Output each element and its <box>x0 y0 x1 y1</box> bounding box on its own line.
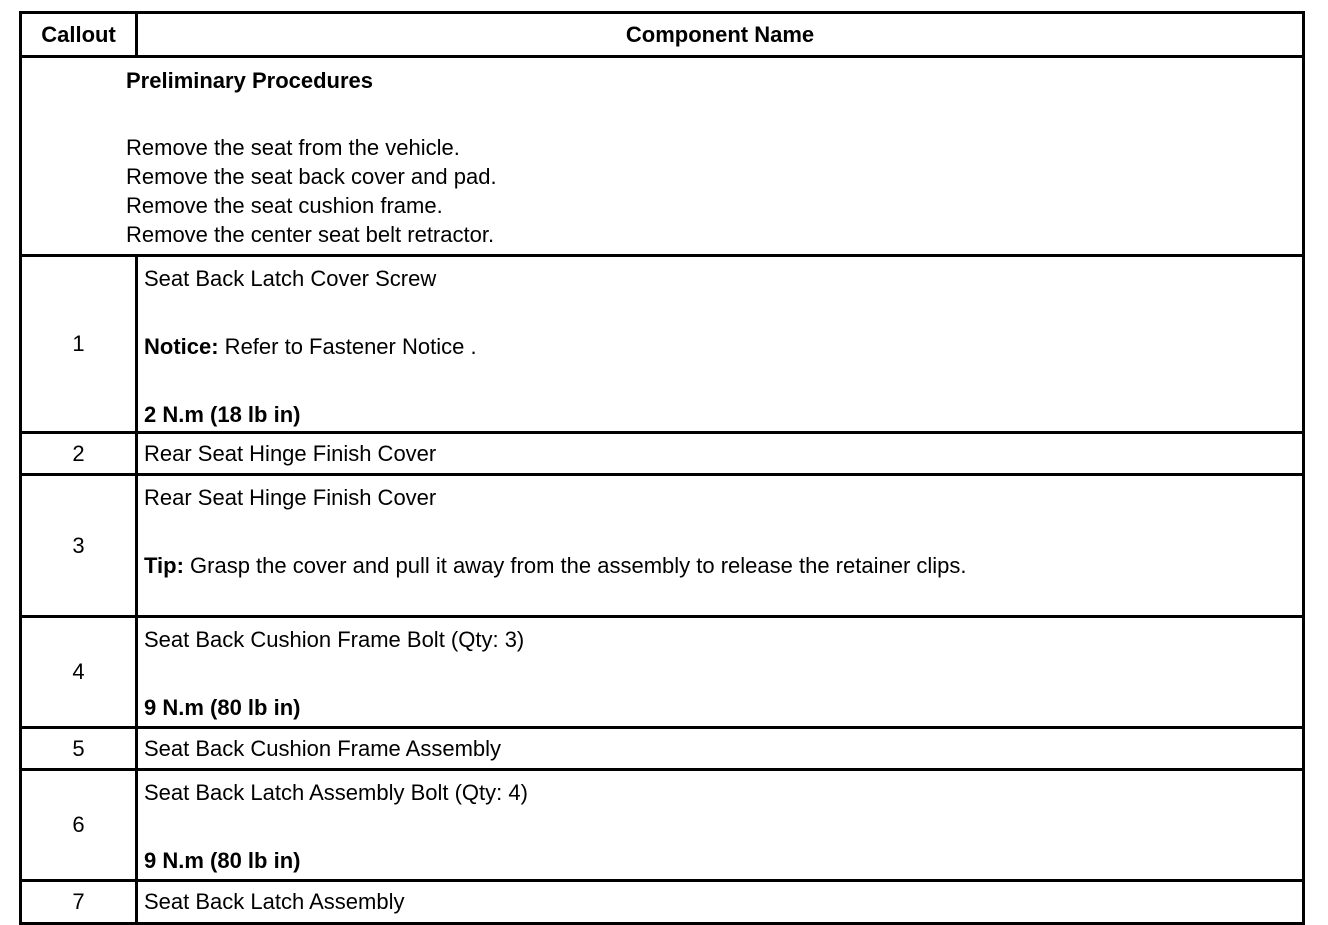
preliminary-step: Remove the center seat belt retractor. <box>126 222 495 247</box>
table-row <box>22 476 1302 618</box>
tip-text <box>144 552 1296 580</box>
torque-spec: 9 N.m (80 lb in) <box>144 848 301 873</box>
table-row <box>22 434 1302 476</box>
callout-number: 4 <box>22 618 138 726</box>
component-name: Seat Back Latch Assembly Bolt (Qty: 4) <box>144 780 528 805</box>
callout-number: 1 <box>22 257 138 431</box>
callout-number: 7 <box>22 882 138 922</box>
callout-number: 2 <box>22 434 138 473</box>
callout-number: 6 <box>22 771 138 879</box>
notice-label: Notice: <box>144 334 219 359</box>
component-name: Seat Back Latch Cover Screw <box>144 266 437 291</box>
notice-text <box>144 333 1296 361</box>
callout-number: 3 <box>22 476 138 615</box>
table-row <box>22 882 1302 922</box>
component-name-cell <box>138 882 1302 922</box>
table-row <box>22 729 1302 771</box>
preliminary-procedures-cell <box>22 58 1302 254</box>
component-name: Seat Back Cushion Frame Assembly <box>144 736 502 761</box>
preliminary-procedures-row <box>22 58 1302 257</box>
table-row <box>22 771 1302 882</box>
callout-number: 5 <box>22 729 138 768</box>
preliminary-procedures-title: Preliminary Procedures <box>126 68 374 93</box>
preliminary-step: Remove the seat cushion frame. <box>126 193 443 218</box>
component-name: Rear Seat Hinge Finish Cover <box>144 485 437 510</box>
tip-body: Grasp the cover and pull it away from the assembly to release the retainer clips. <box>183 553 967 578</box>
table-header-row <box>22 14 1302 58</box>
notice-body: Refer to Fastener Notice . <box>218 334 477 359</box>
component-name: Seat Back Latch Assembly <box>144 889 405 914</box>
component-name-cell <box>138 618 1302 726</box>
torque-spec: 9 N.m (80 lb in) <box>144 695 301 720</box>
preliminary-step: Remove the seat back cover and pad. <box>126 164 497 189</box>
component-name-column-header: Component Name <box>625 21 815 47</box>
component-name: Rear Seat Hinge Finish Cover <box>144 441 437 466</box>
component-name-cell <box>138 434 1302 473</box>
table-row <box>22 257 1302 434</box>
callout-column-header: Callout <box>22 14 138 55</box>
component-name: Seat Back Cushion Frame Bolt (Qty: 3) <box>144 627 525 652</box>
component-name-cell <box>138 729 1302 768</box>
component-name-cell <box>138 257 1302 431</box>
component-name-cell <box>138 476 1302 615</box>
table-row <box>22 618 1302 729</box>
preliminary-step: Remove the seat from the vehicle. <box>126 135 460 160</box>
torque-spec: 2 N.m (18 lb in) <box>144 402 301 427</box>
component-name-cell <box>138 771 1302 879</box>
component-table <box>19 11 1305 925</box>
tip-label: Tip: <box>144 553 184 578</box>
